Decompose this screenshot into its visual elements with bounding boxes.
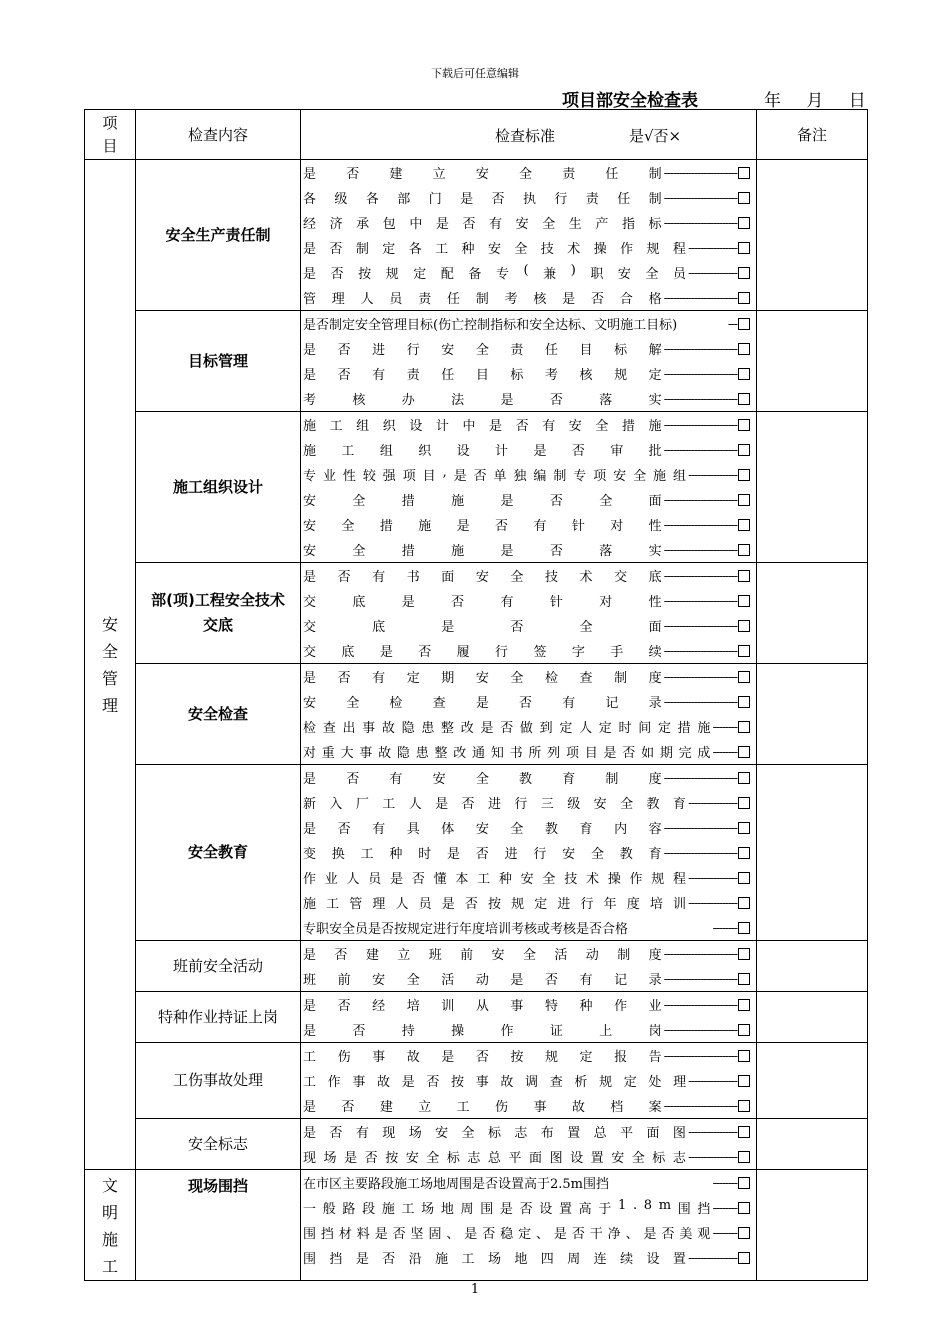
list-item (301, 992, 756, 1017)
dash-leader: ------------------------ (663, 845, 737, 860)
list-item (301, 1068, 756, 1093)
dash-leader: ---------------- (688, 467, 737, 482)
item-text: 是 否 建 立 班 前 安 全 活 动 制 度 (303, 948, 662, 963)
dash-leader: ---------------- (688, 240, 737, 255)
checkbox[interactable] (738, 999, 750, 1011)
dash-leader: ------------------------ (663, 669, 737, 684)
standard-items (301, 765, 757, 941)
list-item (301, 915, 756, 940)
download-note: 下载后可任意编辑 (431, 67, 519, 80)
remarks-cell[interactable] (757, 664, 868, 765)
checkbox[interactable] (738, 822, 750, 834)
standard-items (301, 1119, 757, 1170)
item-text: 是 否 有 具 体 安 全 教 育 内 容 (303, 822, 662, 837)
checkbox[interactable] (738, 922, 750, 934)
checkbox[interactable] (738, 1227, 750, 1239)
item-text: 专职安全员是否按规定进行年度培训考核或考核是否合格 (303, 922, 629, 937)
checkbox[interactable] (738, 620, 750, 632)
checkbox[interactable] (738, 343, 750, 355)
dash-leader: ------------------------ (663, 190, 737, 205)
dash-leader: ---------------- (688, 1124, 737, 1139)
section-name: 安全生产责任制 (136, 160, 301, 311)
list-item (301, 487, 756, 512)
item-text: 现 场 是 否 按 安 全 标 志 总 平 面 图 设 置 安 全 标 志 (303, 1151, 686, 1166)
standard-items (301, 311, 757, 412)
remarks-cell[interactable] (757, 941, 868, 992)
list-item (301, 285, 756, 310)
page-title: 项目部安全检查表 (562, 91, 698, 111)
checkbox[interactable] (738, 292, 750, 304)
dash-leader: ---------------- (688, 795, 737, 810)
list-item (301, 185, 756, 210)
checkbox[interactable] (738, 570, 750, 582)
item-text: 考 核 办 法 是 否 落 实 (303, 393, 662, 408)
dash-leader: ------------------------ (663, 290, 737, 305)
checkbox[interactable] (738, 847, 750, 859)
item-text: 各 级 各 部 门 是 否 执 行 责 任 制 (303, 192, 662, 207)
list-item (301, 1170, 756, 1195)
list-item (301, 840, 756, 865)
section-name: 施工组织设计 (136, 412, 301, 563)
checkbox[interactable] (738, 469, 750, 481)
item-text: 安 全 措 施 是 否 全 面 (303, 494, 662, 509)
checkbox[interactable] (738, 948, 750, 960)
item-text: 是 否 有 定 期 安 全 检 查 制 度 (303, 671, 662, 686)
item-text: 交 底 是 否 有 针 对 性 (303, 595, 662, 610)
standard-items (301, 992, 757, 1043)
checkbox[interactable] (738, 595, 750, 607)
dash-leader: ------------------------ (663, 618, 737, 633)
checkbox[interactable] (738, 544, 750, 556)
item-text: 变 换 工 种 时 是 否 进 行 安 全 教 育 (303, 847, 662, 862)
dash-leader: ------------------------ (663, 442, 737, 457)
item-text: 围 挡 材 料 是 否 坚 固 、 是 否 稳 定 、 是 否 干 净 、 是 否 美 观 (303, 1227, 711, 1242)
list-item (301, 941, 756, 966)
item-text: 工 作 事 故 是 否 按 事 故 调 查 析 规 定 处 理 (303, 1075, 687, 1090)
item-text: 是 否 按 规 定 配 备 专 ( 兼 ) 职 安 全 员 (303, 263, 687, 282)
remarks-cell[interactable] (757, 563, 868, 664)
list-item (301, 1220, 756, 1245)
dash-leader: ---------------- (688, 1250, 737, 1265)
dash-leader: ------------------------ (663, 643, 737, 658)
dash-leader: ------------------------ (663, 694, 737, 709)
dash-leader: ---------------- (688, 895, 737, 910)
item-text: 经 济 承 包 中 是 否 有 安 全 生 产 指 标 (303, 217, 662, 232)
item-text: 是 否 有 书 面 安 全 技 术 交 底 (303, 570, 662, 585)
header-standard (301, 110, 757, 160)
dash-leader: ---------------- (688, 265, 737, 280)
category-label: 文 明 施 工 (101, 1176, 118, 1276)
standard-items (301, 160, 757, 311)
remarks-cell[interactable] (757, 160, 868, 311)
checkbox[interactable] (738, 519, 750, 531)
item-text: 在市区主要路段施工场地周围是否设置高于2.5m围挡 (303, 1177, 610, 1192)
item-text: 安 全 检 查 是 否 有 记 录 (303, 696, 662, 711)
item-text: 专 业 性 较 强 项 目 , 是 否 单 独 编 制 专 项 安 全 施 组 (303, 465, 686, 484)
dash-leader: ------------------------ (663, 165, 737, 180)
section-name: 现场围挡 (136, 1170, 301, 1281)
list-item (301, 865, 756, 890)
section-row (85, 160, 868, 311)
header-standard-label: 检查标准 (495, 127, 556, 145)
dash-leader: ------------------------ (663, 1048, 737, 1063)
checkbox[interactable] (738, 1075, 750, 1087)
dash-leader: ------------------------ (663, 215, 737, 230)
section-row (85, 1043, 868, 1119)
date-field: 年 月 日 (764, 91, 866, 111)
dash-leader: ------------------------ (663, 366, 737, 381)
section-name: 目标管理 (136, 311, 301, 412)
header-content: 检查内容 (136, 110, 301, 160)
item-text: 交 底 是 否 全 面 (303, 620, 662, 635)
dash-leader: ---------------- (688, 1149, 737, 1164)
checkbox[interactable] (738, 1202, 750, 1214)
dash-leader: --- (727, 316, 737, 331)
item-text: 是 否 持 操 作 证 上 岗 (303, 1024, 662, 1039)
checkbox[interactable] (738, 1177, 750, 1189)
dash-leader: ------------------------ (663, 593, 737, 608)
section-name: 班前安全活动 (136, 941, 301, 992)
item-text: 管 理 人 员 责 任 制 考 核 是 否 合 格 (303, 292, 662, 307)
section-name: 安全教育 (136, 765, 301, 941)
list-item (301, 1195, 756, 1220)
dash-leader: -------- (712, 744, 737, 759)
item-text: 是 否 有 现 场 安 全 标 志 布 置 总 平 面 图 (303, 1126, 686, 1141)
dash-leader: ------------------------ (663, 391, 737, 406)
item-text: 检 查 出 事 故 隐 患 整 改 是 否 做 到 定 人 定 时 间 定 措 施 (303, 721, 711, 736)
checkbox[interactable] (738, 1151, 750, 1163)
list-item (301, 1144, 756, 1169)
dash-leader: ------------------------ (663, 341, 737, 356)
list-item (301, 966, 756, 991)
checkbox[interactable] (738, 671, 750, 683)
list-item (301, 1245, 756, 1270)
checkbox[interactable] (738, 444, 750, 456)
dash-leader: ------------------------ (663, 417, 737, 432)
dash-leader: ------------------------ (663, 1098, 737, 1113)
section-row (85, 563, 868, 664)
checkbox[interactable] (738, 1050, 750, 1062)
item-text: 作 业 人 员 是 否 懂 本 工 种 安 全 技 术 操 作 规 程 (303, 872, 687, 887)
checkbox[interactable] (738, 217, 750, 229)
item-text: 是否制定安全管理目标(伤亡控制指标和安全达标、文明施工目标) (303, 318, 678, 333)
list-item (301, 790, 756, 815)
item-text: 是 否 建 立 工 伤 事 故 档 案 (303, 1100, 662, 1115)
category-cell (85, 160, 136, 1170)
checkbox[interactable] (738, 721, 750, 733)
page-number: 1 (470, 1282, 480, 1297)
list-item (301, 210, 756, 235)
checkbox[interactable] (738, 1126, 750, 1138)
list-item (301, 1043, 756, 1068)
section-row (85, 1119, 868, 1170)
checkbox[interactable] (738, 393, 750, 405)
section-row (85, 941, 868, 992)
item-text: 安 全 措 施 是 否 落 实 (303, 544, 662, 559)
list-item (301, 412, 756, 437)
category-label: 安 全 管 理 (101, 614, 118, 715)
item-text: 是 否 经 培 训 从 事 特 种 作 业 (303, 999, 662, 1014)
section-row (85, 412, 868, 563)
checkbox[interactable] (738, 167, 750, 179)
checkbox[interactable] (738, 1252, 750, 1264)
list-item (301, 689, 756, 714)
checkbox[interactable] (738, 494, 750, 506)
checkbox[interactable] (738, 242, 750, 254)
item-text: 新 入 厂 工 人 是 否 进 行 三 级 安 全 教 育 (303, 797, 686, 812)
list-item (301, 336, 756, 361)
header-remarks: 备注 (757, 110, 868, 160)
standard-items (301, 412, 757, 563)
item-text: 施 工 组 织 设 计 是 否 审 批 (303, 444, 662, 459)
section-row (85, 664, 868, 765)
checkbox[interactable] (738, 746, 750, 758)
dash-leader: ------------------------ (663, 1022, 737, 1037)
section-row (85, 311, 868, 412)
header-project: 项 目 (85, 110, 136, 160)
checkbox[interactable] (738, 973, 750, 985)
section-name: 特种作业持证上岗 (136, 992, 301, 1043)
dash-leader: ------------------------ (663, 997, 737, 1012)
list-item (301, 1119, 756, 1144)
list-item (301, 160, 756, 185)
item-text: 一 般 路 段 施 工 场 地 周 围 是 否 设 置 高 于 1 . 8 m 围 挡 (303, 1198, 711, 1217)
list-item (301, 664, 756, 689)
section-name: 工伤事故处理 (136, 1043, 301, 1119)
list-item (301, 260, 756, 285)
standard-items (301, 1170, 757, 1281)
list-item (301, 588, 756, 613)
dash-leader: ------------------------ (663, 568, 737, 583)
item-text: 施 工 组 织 设 计 中 是 否 有 安 全 措 施 (303, 419, 662, 434)
list-item (301, 765, 756, 790)
dash-leader: ------------------------ (663, 971, 737, 986)
dash-leader: ---------------- (688, 870, 737, 885)
dash-leader: ------------------------ (663, 517, 737, 532)
item-text: 对 重 大 事 故 隐 患 整 改 通 知 书 所 列 项 目 是 否 如 期 完 成 (303, 746, 711, 761)
safety-check-table (84, 109, 868, 1281)
checkbox[interactable] (738, 872, 750, 884)
dash-leader: ---------------- (688, 1073, 737, 1088)
checkbox[interactable] (738, 267, 750, 279)
dash-leader: -------- (712, 1225, 737, 1240)
item-text: 是 否 有 安 全 教 育 制 度 (303, 772, 662, 787)
list-item (301, 462, 756, 487)
checkbox[interactable] (738, 1024, 750, 1036)
item-text: 交 底 是 否 履 行 签 字 手 续 (303, 645, 662, 660)
checkbox[interactable] (738, 897, 750, 909)
list-item (301, 437, 756, 462)
dash-leader: -------- (712, 1200, 737, 1215)
list-item (301, 1017, 756, 1042)
remarks-cell[interactable] (757, 765, 868, 941)
dash-leader: -------- (712, 719, 737, 734)
item-text: 施 工 管 理 人 员 是 否 按 规 定 进 行 年 度 培 训 (303, 897, 687, 912)
remarks-cell[interactable] (757, 1119, 868, 1170)
list-item (301, 386, 756, 411)
section-name: 安全检查 (136, 664, 301, 765)
list-item (301, 890, 756, 915)
dash-leader: ------------------------ (663, 542, 737, 557)
dash-leader: ------------------------ (663, 492, 737, 507)
list-item (301, 815, 756, 840)
list-item (301, 1093, 756, 1118)
dash-leader: -------- (712, 920, 737, 935)
checkbox[interactable] (738, 696, 750, 708)
item-text: 围 挡 是 否 沿 施 工 场 地 四 周 连 续 设 置 (303, 1252, 686, 1267)
list-item (301, 613, 756, 638)
list-item (301, 638, 756, 663)
standard-items (301, 941, 757, 992)
item-text: 是 否 建 立 安 全 责 任 制 (303, 167, 662, 182)
remarks-cell[interactable] (757, 412, 868, 563)
section-name: 部(项)工程安全技术交底 (136, 563, 301, 664)
remarks-cell[interactable] (757, 1170, 868, 1281)
standard-items (301, 664, 757, 765)
table-header-row (85, 110, 868, 160)
checkbox[interactable] (738, 797, 750, 809)
list-item (301, 563, 756, 588)
remarks-cell[interactable] (757, 311, 868, 412)
item-text: 班 前 安 全 活 动 是 否 有 记 录 (303, 973, 662, 988)
checkbox[interactable] (738, 419, 750, 431)
list-item (301, 235, 756, 260)
header-yesno-label: 是√否× (629, 127, 682, 145)
item-text: 是 否 制 定 各 工 种 安 全 技 术 操 作 规 程 (303, 242, 686, 257)
checkbox[interactable] (738, 368, 750, 380)
list-item (301, 714, 756, 739)
item-text: 是 否 有 责 任 目 标 考 核 规 定 (303, 368, 662, 383)
dash-leader: ------------------------ (663, 820, 737, 835)
checkbox[interactable] (738, 318, 750, 330)
list-item (301, 512, 756, 537)
section-row (85, 765, 868, 941)
list-item (301, 739, 756, 764)
section-row (85, 1170, 868, 1281)
checkbox[interactable] (738, 1100, 750, 1112)
standard-items (301, 1043, 757, 1119)
section-row (85, 992, 868, 1043)
list-item (301, 311, 756, 336)
checkbox[interactable] (738, 645, 750, 657)
list-item (301, 361, 756, 386)
list-item (301, 537, 756, 562)
section-name: 安全标志 (136, 1119, 301, 1170)
dash-leader: -------- (712, 1175, 737, 1190)
item-text: 是 否 进 行 安 全 责 任 目 标 解 (303, 343, 662, 358)
dash-leader: ------------------------ (663, 770, 737, 785)
standard-items (301, 563, 757, 664)
remarks-cell[interactable] (757, 992, 868, 1043)
item-text: 安 全 措 施 是 否 有 针 对 性 (303, 519, 662, 534)
category-cell (85, 1170, 136, 1281)
item-text: 工 伤 事 故 是 否 按 规 定 报 告 (303, 1050, 662, 1065)
remarks-cell[interactable] (757, 1043, 868, 1119)
checkbox[interactable] (738, 772, 750, 784)
checkbox[interactable] (738, 192, 750, 204)
dash-leader: ------------------------ (663, 946, 737, 961)
